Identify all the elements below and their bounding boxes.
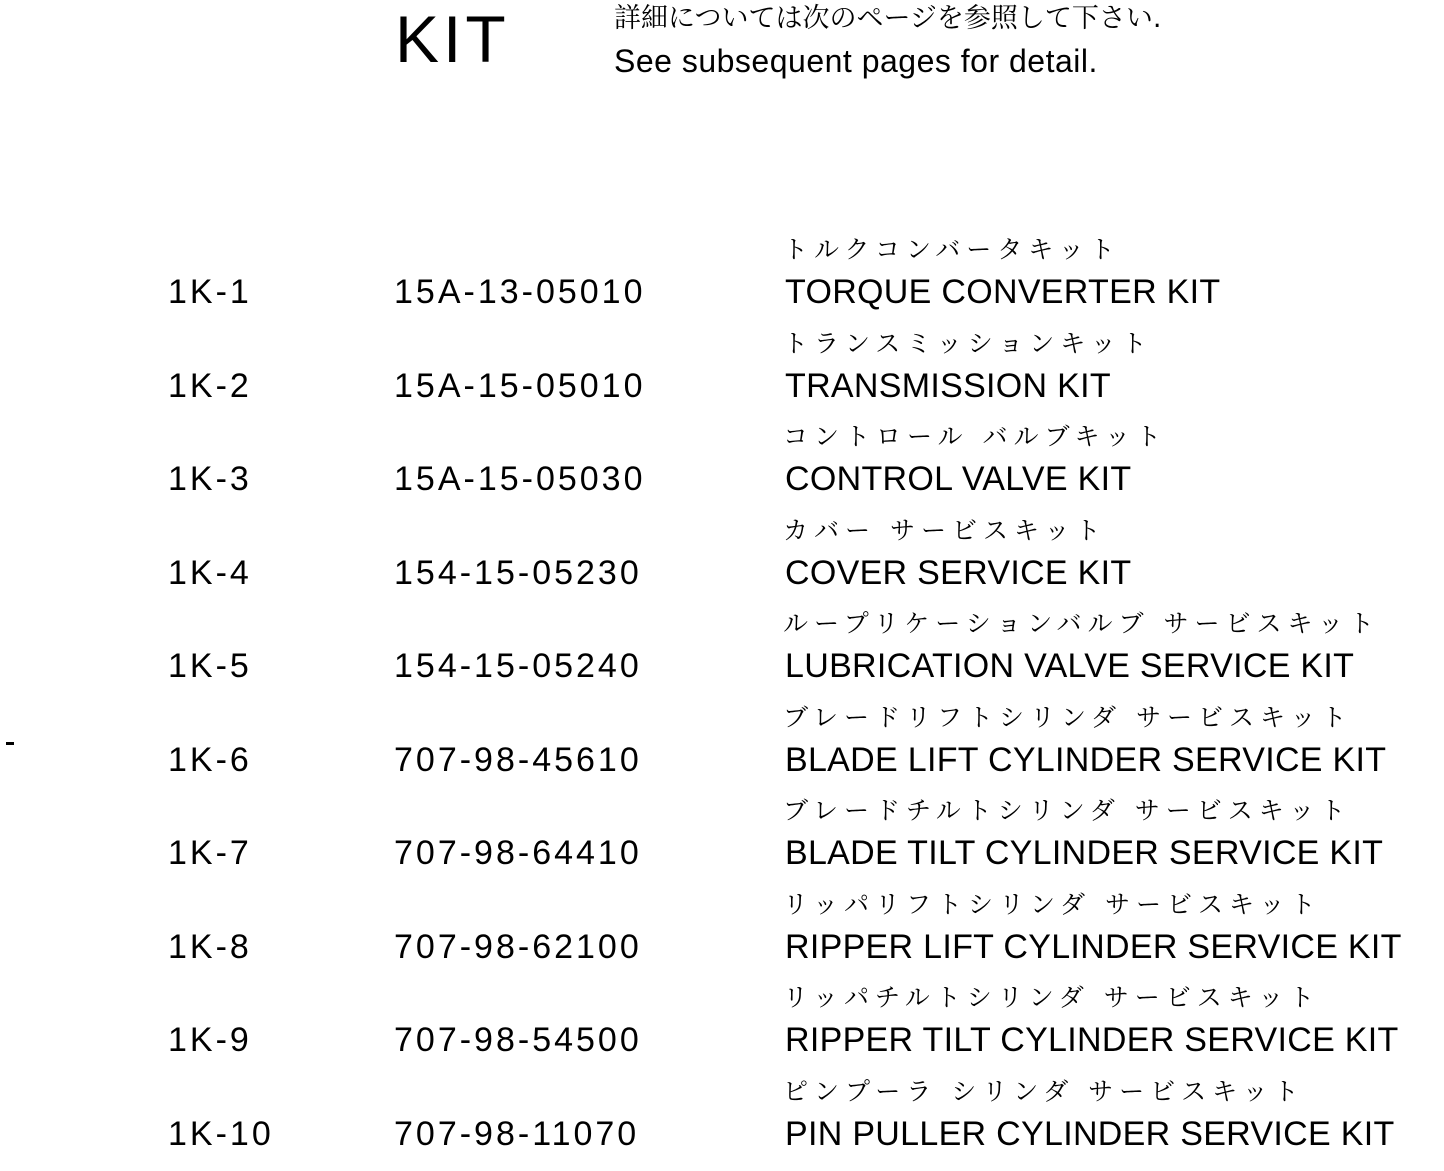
kit-code: 1K-5 (168, 648, 252, 685)
kit-code: 1K-7 (168, 835, 252, 872)
part-number: 15A-13-05010 (394, 274, 646, 311)
part-number: 707-98-62100 (394, 929, 642, 966)
kit-name-japanese: トルクコンバータキット (783, 236, 1121, 264)
kit-name-english: COVER SERVICE KIT (785, 555, 1131, 592)
kit-name-japanese: ピンプーラ シリンダ サービスキット (783, 1078, 1305, 1106)
detail-note-japanese: 詳細については次のページを参照して下さい. (614, 4, 1162, 34)
kit-name-english: BLADE LIFT CYLINDER SERVICE KIT (785, 742, 1386, 779)
kit-name-japanese: コントロール バルブキット (783, 423, 1167, 451)
kit-name-japanese: ブレードチルトシリンダ サービスキット (783, 797, 1351, 825)
part-number: 707-98-11070 (394, 1116, 639, 1153)
kit-name-english: CONTROL VALVE KIT (785, 461, 1131, 498)
part-number: 15A-15-05010 (394, 368, 646, 405)
kit-name-japanese: トランスミッションキット (783, 330, 1153, 358)
kit-code: 1K-10 (168, 1116, 274, 1153)
kit-name-english: LUBRICATION VALVE SERVICE KIT (785, 648, 1354, 685)
kit-name-japanese: リッパチルトシリンダ サービスキット (783, 984, 1320, 1012)
kit-row (0, 610, 1444, 704)
kit-row (0, 1078, 1444, 1171)
kit-row (0, 236, 1444, 330)
kit-code: 1K-9 (168, 1022, 252, 1059)
kit-row (0, 704, 1444, 798)
kit-name-english: PIN PULLER CYLINDER SERVICE KIT (785, 1116, 1395, 1153)
kit-name-english: RIPPER TILT CYLINDER SERVICE KIT (785, 1022, 1399, 1059)
kit-code: 1K-1 (168, 274, 252, 311)
kit-row (0, 423, 1444, 517)
part-number: 15A-15-05030 (394, 461, 646, 498)
kit-row (0, 891, 1444, 985)
kit-code: 1K-4 (168, 555, 252, 592)
kit-code: 1K-3 (168, 461, 252, 498)
kit-name-english: TRANSMISSION KIT (785, 368, 1111, 405)
kit-name-japanese: ブレードリフトシリンダ サービスキット (783, 704, 1352, 732)
kit-row (0, 984, 1444, 1078)
kit-name-english: BLADE TILT CYLINDER SERVICE KIT (785, 835, 1383, 872)
part-number: 154-15-05230 (394, 555, 642, 592)
part-number: 707-98-54500 (394, 1022, 642, 1059)
part-number: 707-98-64410 (394, 835, 642, 872)
kit-name-japanese: ループリケーションバルブ サービスキット (783, 610, 1380, 638)
page-title: KIT (395, 6, 510, 72)
kit-row (0, 797, 1444, 891)
kit-row (0, 330, 1444, 424)
kit-code: 1K-6 (168, 742, 252, 779)
kit-code: 1K-2 (168, 368, 252, 405)
detail-note-english: See subsequent pages for detail. (614, 44, 1098, 79)
kit-name-japanese: カバー サービスキット (783, 517, 1106, 545)
kit-name-english: RIPPER LIFT CYLINDER SERVICE KIT (785, 929, 1402, 966)
part-number: 154-15-05240 (394, 648, 642, 685)
part-number: 707-98-45610 (394, 742, 642, 779)
kit-name-japanese: リッパリフトシリンダ サービスキット (783, 891, 1321, 919)
kit-code: 1K-8 (168, 929, 252, 966)
kit-row (0, 517, 1444, 611)
kit-list (0, 236, 1444, 1171)
kit-name-english: TORQUE CONVERTER KIT (785, 274, 1220, 311)
